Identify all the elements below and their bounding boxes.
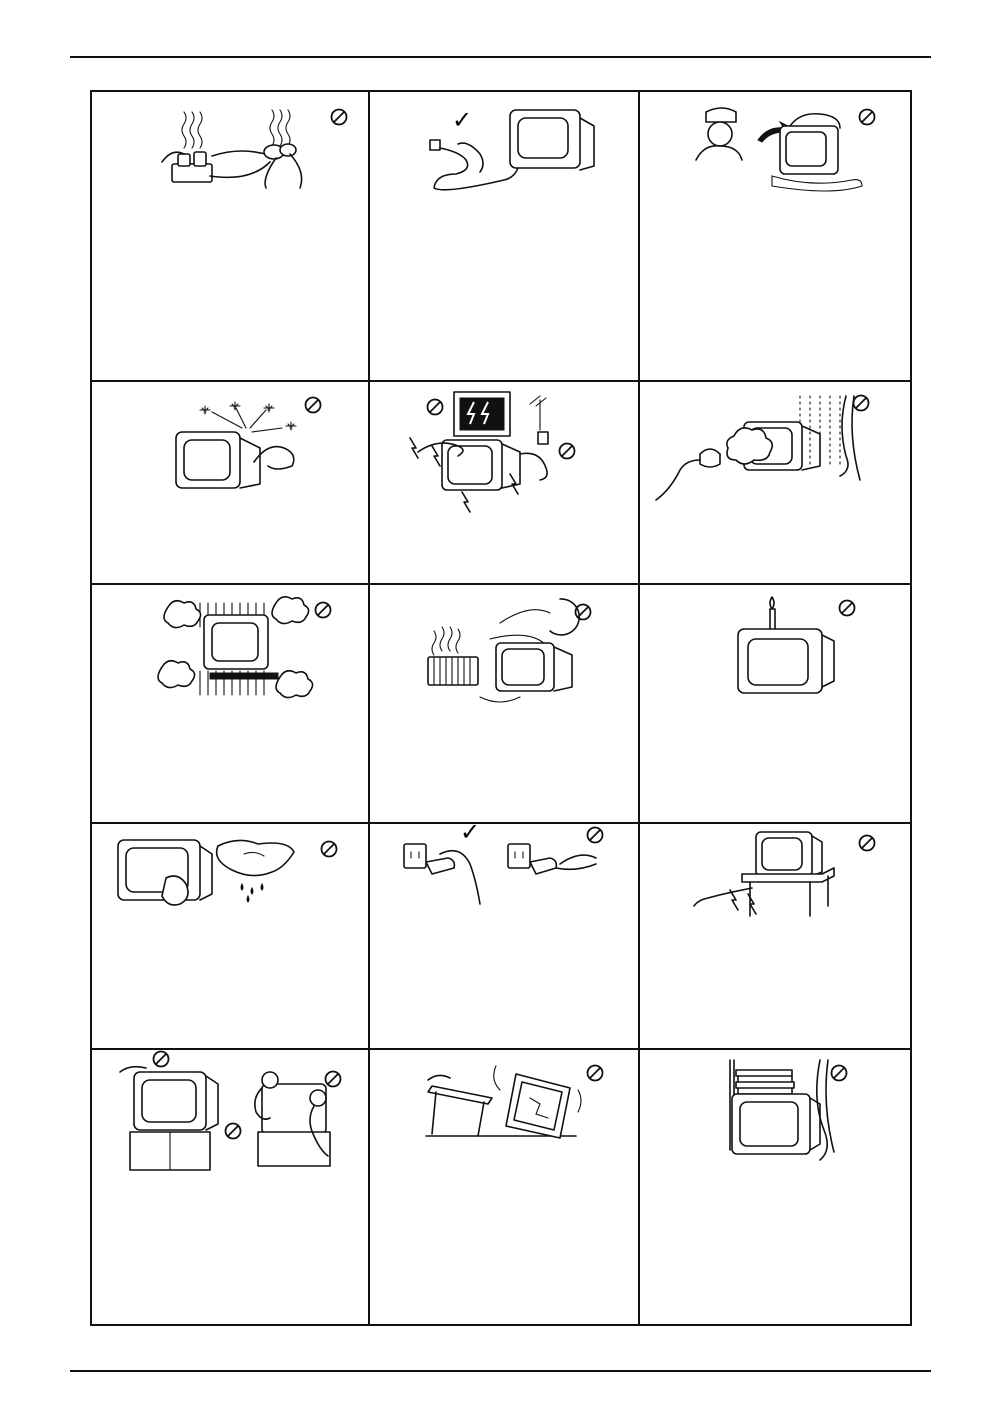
- safety-cell: [92, 382, 368, 583]
- prohibited-icon: [586, 826, 604, 844]
- safety-cell: [92, 1050, 368, 1324]
- prohibited-icon: [224, 1122, 242, 1140]
- safety-cell: [92, 585, 368, 822]
- prohibited-icon: [858, 108, 876, 126]
- prohibited-icon: [830, 1064, 848, 1082]
- objects-on-tv-illustration: [640, 1050, 910, 1324]
- safety-cell: [370, 818, 638, 1048]
- overloaded-outlet-illustration: [92, 92, 368, 380]
- safety-cell: [370, 92, 638, 380]
- prohibited-icon: [304, 396, 322, 414]
- humidity-steam-illustration: [640, 382, 910, 583]
- prohibited-icon: [324, 1070, 342, 1088]
- prohibited-icon: [152, 1050, 170, 1068]
- safety-cell: [640, 1050, 910, 1324]
- prohibited-icon: [320, 840, 338, 858]
- safety-cell: [640, 585, 910, 822]
- safety-cell: [640, 824, 910, 1048]
- checkmark-icon: ✓: [460, 818, 481, 846]
- unstable-stand-illustration: [370, 1050, 638, 1324]
- prohibited-icon: [852, 394, 870, 412]
- heat-sunlight-illustration: [370, 585, 638, 822]
- prohibited-icon: [426, 398, 444, 416]
- safety-illustration-grid: [90, 90, 912, 1326]
- footer-rule: [70, 1370, 931, 1372]
- blocked-ventilation-illustration: [92, 585, 368, 822]
- candle-on-tv-illustration: [640, 585, 910, 822]
- prohibited-icon: [586, 1064, 604, 1082]
- unplug-tv-illustration: [370, 92, 638, 380]
- safety-cell: [92, 824, 368, 1048]
- safety-cell: [640, 382, 910, 583]
- damaged-cord-illustration: [640, 824, 910, 1048]
- children-climbing-illustration: [92, 1050, 368, 1324]
- objects-in-vents-illustration: [92, 382, 368, 583]
- pull-plug-by-cord-illustration: [370, 824, 638, 1048]
- prohibited-icon: [574, 603, 592, 621]
- header-rule: [70, 56, 931, 58]
- prohibited-icon: [314, 601, 332, 619]
- safety-cell: [370, 382, 638, 583]
- safety-cell: [370, 585, 638, 822]
- safety-cell: [640, 92, 910, 380]
- prohibited-icon: [330, 108, 348, 126]
- prohibited-icon: [558, 442, 576, 460]
- prohibited-icon: [858, 834, 876, 852]
- safety-cell: [92, 92, 368, 380]
- safety-cell: [370, 1050, 638, 1324]
- prohibited-icon: [838, 599, 856, 617]
- call-service-illustration: [640, 92, 910, 380]
- lightning-storm-illustration: [370, 382, 638, 583]
- checkmark-icon: ✓: [452, 106, 473, 134]
